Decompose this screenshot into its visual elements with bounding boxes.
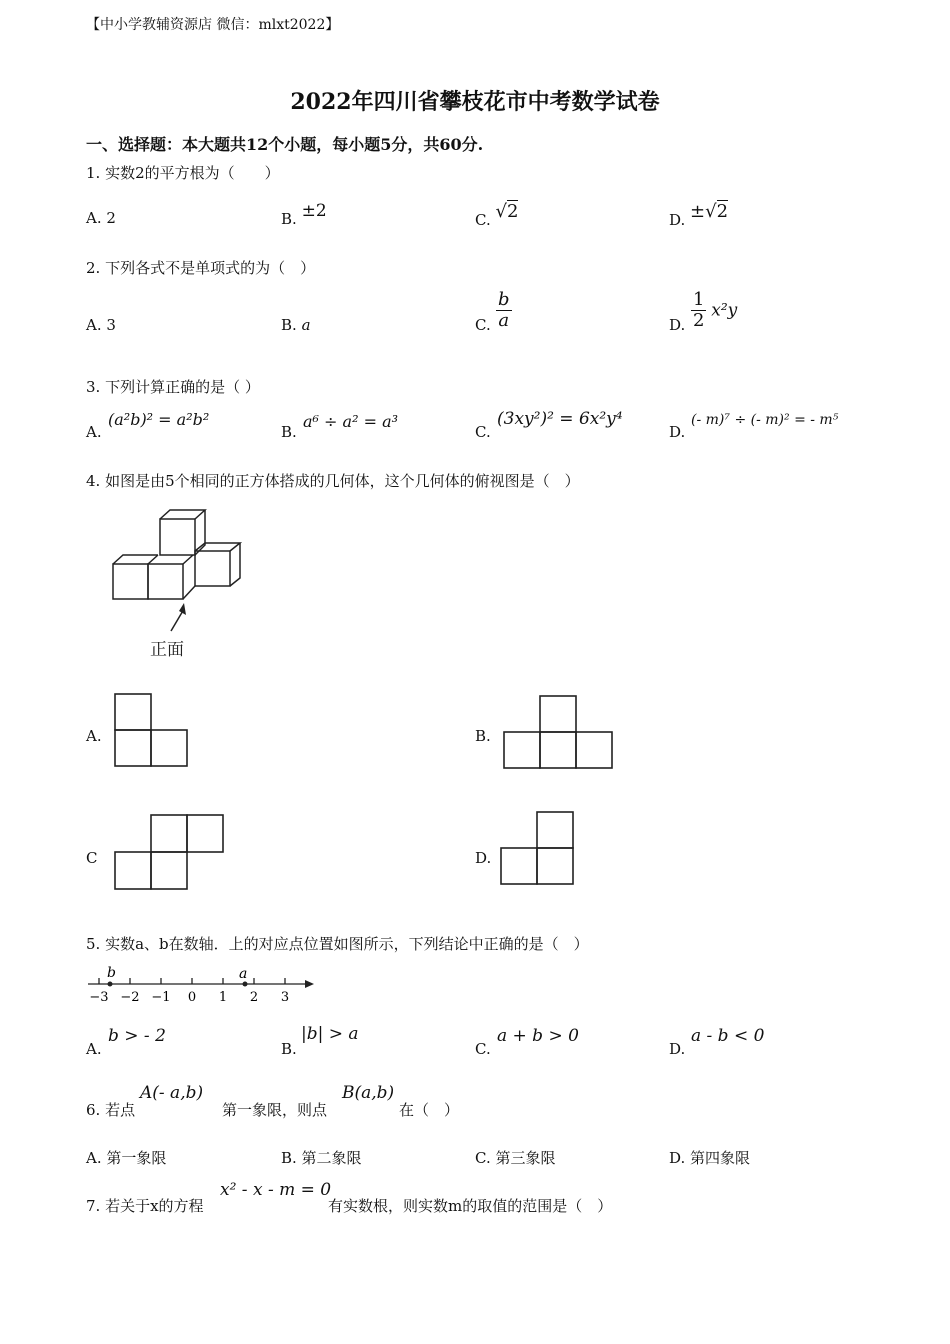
q6-point-a: A(- a,b) — [140, 1083, 204, 1103]
q3-option-b-math: a⁶ ÷ a² = a³ — [303, 412, 399, 431]
q4-solid-figure — [100, 505, 260, 665]
q7-equation: x² - x - m = 0 — [220, 1180, 332, 1200]
section-heading: 一、选择题：本大题共12个小题，每小题5分，共60分. — [86, 135, 484, 154]
q5-number-line — [86, 962, 316, 1008]
svg-text:0: 0 — [187, 990, 197, 1005]
pm-sqrt-math: ±√2 — [690, 201, 729, 222]
q5-option-d-math: a - b < 0 — [691, 1026, 765, 1046]
question-2-stem: 2. 下列各式不是单项式的为（ ） — [86, 259, 316, 277]
q2-option-c-fraction: $\frac{b}{a}$ — [498, 289, 510, 331]
q4-option-b-figure — [502, 694, 616, 770]
q4-option-a: A. — [86, 727, 102, 745]
q4-option-c: C — [86, 849, 98, 867]
q5-option-d: D. — [669, 1040, 686, 1058]
arrow-right-icon — [305, 980, 314, 988]
question-5-stem: 5. 实数a、b在数轴．上的对应点位置如图所示，下列结论中正确的是（ ） — [86, 935, 589, 953]
q5-option-c: C. — [475, 1040, 491, 1058]
q6-option-b: B. 第二象限 — [281, 1149, 362, 1167]
sqrt-icon: √2 — [495, 201, 519, 222]
page-title: 2022年四川省攀枝花市中考数学试卷 — [290, 89, 660, 115]
q1-option-d: D. ±√2 — [669, 201, 729, 229]
q7-prefix: 7. 若关于x的方程 — [86, 1197, 204, 1215]
q3-option-c: C. — [475, 423, 491, 441]
svg-text:b: b — [107, 965, 116, 981]
q7-suffix: 有实数根，则实数m的取值的范围是（ ） — [328, 1197, 613, 1215]
q6-suffix: 在（ ） — [399, 1101, 460, 1119]
point-b — [108, 982, 113, 987]
q3-option-d: D. — [669, 423, 686, 441]
q5-option-b-math: |b| > a — [301, 1024, 359, 1044]
point-a — [243, 982, 248, 987]
svg-text:2: 2 — [249, 990, 259, 1005]
header-watermark: 【中小学教辅资源店 微信：mlxt2022】 — [86, 17, 340, 33]
svg-text:3: 3 — [280, 990, 290, 1005]
q1-option-a: A. 2 — [86, 209, 116, 227]
svg-text:−1: −1 — [151, 990, 171, 1005]
q3-option-b: B. — [281, 423, 297, 441]
q3-option-a-math: (a²b)² = a²b² — [108, 410, 210, 429]
q6-option-c: C. 第三象限 — [475, 1149, 556, 1167]
question-3-stem: 3. 下列计算正确的是（ ） — [86, 378, 260, 396]
svg-text:−3: −3 — [89, 990, 109, 1005]
q3-option-d-math: (- m)⁷ ÷ (- m)² = - m⁵ — [691, 412, 839, 428]
q5-option-b: B. — [281, 1040, 297, 1058]
q2-option-c: C. — [475, 316, 491, 334]
q2-option-d-math: $\frac{1}{2}$ x²y — [693, 289, 738, 331]
q5-option-a: A. — [86, 1040, 102, 1058]
q2-option-a: A. 3 — [86, 316, 116, 334]
q4-option-b: B. — [475, 727, 491, 745]
q6-middle: 第一象限，则点 — [222, 1101, 328, 1119]
question-1-stem: 1. 实数2的平方根为（ ） — [86, 164, 280, 182]
front-label: 正面 — [150, 640, 184, 660]
q1-option-c: C. √2 — [475, 201, 519, 229]
q5-option-a-math: b > - 2 — [108, 1026, 166, 1046]
q5-option-c-math: a + b > 0 — [497, 1026, 579, 1046]
q1-option-b-math: ±2 — [301, 201, 327, 221]
q4-option-d: D. — [475, 849, 492, 867]
q4-option-c-figure — [113, 813, 227, 891]
svg-text:a: a — [239, 966, 248, 982]
q3-option-a: A. — [86, 423, 102, 441]
q6-point-b: B(a,b) — [342, 1083, 395, 1103]
q6-option-a: A. 第一象限 — [86, 1149, 167, 1167]
q4-option-d-figure — [500, 810, 578, 886]
q2-option-d: D. — [669, 316, 686, 334]
svg-text:1: 1 — [218, 990, 228, 1005]
q2-option-b: B. a — [281, 316, 311, 334]
q1-option-b: B. ±2 — [281, 201, 327, 228]
q6-option-d: D. 第四象限 — [669, 1149, 751, 1167]
svg-text:−2: −2 — [120, 990, 140, 1005]
question-4-stem: 4. 如图是由5个相同的正方体搭成的几何体，这个几何体的俯视图是（ ） — [86, 472, 580, 490]
q4-option-a-figure — [113, 692, 193, 768]
q6-prefix: 6. 若点 — [86, 1101, 136, 1119]
q3-option-c-math: (3xy²)² = 6x²y⁴ — [497, 409, 623, 429]
